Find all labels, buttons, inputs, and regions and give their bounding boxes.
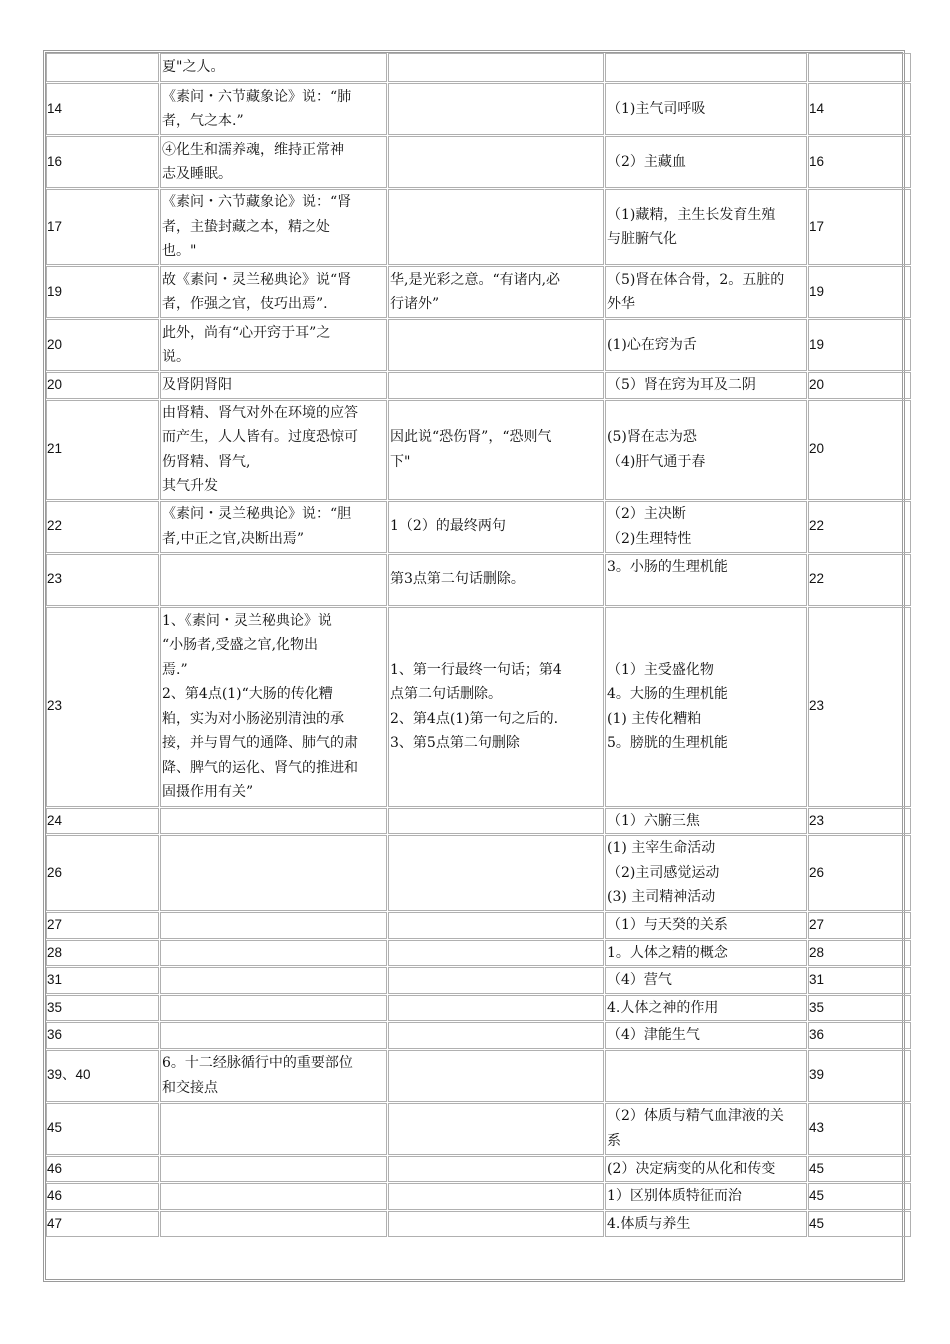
original-text-cell [160,189,387,265]
page-number-cell: 22 [46,501,159,553]
cell-line: （2)主司感觉运动 [607,864,720,881]
section-heading-cell [605,808,807,835]
cell-line: （1)藏精，主生长发育生殖 [607,206,776,223]
cell-line: 3、第5点第二句删除 [390,735,520,751]
original-text-cell [160,53,387,82]
table-row [46,940,911,967]
new-page-number-cell: 19 [808,266,911,318]
section-heading-cell [605,1022,807,1049]
table-row [46,372,911,399]
section-heading-cell [605,83,807,135]
cell-line: 和交接点 [162,1079,218,1096]
table-row [46,189,911,265]
original-text-cell [160,501,387,553]
revision-note-cell [388,266,604,318]
page-number-cell: 20 [46,319,159,371]
original-text-cell [160,1022,387,1049]
cell-line: 1）区别体质特征而治 [607,1188,742,1204]
page-number-cell: 27 [46,912,159,939]
original-text-cell [160,995,387,1022]
new-page-number-cell: 27 [808,912,911,939]
cell-line: （2）主藏血 [607,153,686,170]
cell-line: 《素问・六节藏象论》说：“肾 [162,194,352,211]
page-number-cell: 46 [46,1156,159,1183]
original-text-cell [160,400,387,500]
cell-line: 者，气之本.” [162,113,244,129]
page-number-cell: 14 [46,83,159,135]
original-text-cell [160,1211,387,1238]
cell-line: 粕，实为对小肠泌别清浊的承 [162,710,344,727]
original-text-cell [160,1156,387,1183]
cell-line: （5）肾在窍为耳及二阴 [607,377,756,393]
page-number-cell: 45 [46,1103,159,1155]
page-number-cell: 19 [46,266,159,318]
cell-line: 而产生，人人皆有。过度恐惊可 [162,429,358,445]
cell-line: (5)肾在志为恐 [607,429,697,445]
cell-line: （1）与天癸的关系 [607,917,728,933]
table-row [46,1211,911,1238]
new-page-number-cell: 23 [808,607,911,807]
original-text-cell [160,940,387,967]
section-heading-cell [605,400,807,500]
table-row [46,607,911,807]
new-page-number-cell: 45 [808,1183,911,1210]
revision-note-cell [388,835,604,911]
section-heading-cell [605,319,807,371]
page-number-cell: 46 [46,1183,159,1210]
cell-line: 者，作强之官，伎巧出焉”. [162,296,328,312]
cell-line: （2）主决断 [607,506,686,522]
new-page-number-cell: 43 [808,1103,911,1155]
page-number-cell: 23 [46,554,159,606]
cell-line: （1）六腑三焦 [607,812,700,829]
revision-note-cell [388,1050,604,1102]
cell-line: 焉.” [162,661,188,678]
cell-line: （4)肝气通于春 [607,453,706,470]
page-number-cell: 35 [46,995,159,1022]
revision-note-cell [388,1022,604,1049]
new-page-number-cell: 28 [808,940,911,967]
revision-note-cell [388,940,604,967]
original-text-cell [160,83,387,135]
cell-line: 者，主蛰封藏之本，精之处 [162,218,330,235]
section-heading-cell [605,995,807,1022]
cell-line: 2、第4点(1)“大肠的传化糟 [162,686,333,702]
cell-line: 《素问・六节藏象论》说：“肺 [162,88,352,105]
cell-line: 1（2）的最终两句 [390,518,506,535]
page-number-cell: 36 [46,1022,159,1049]
cell-line: 1、第一行最终一句话；第4 [390,661,562,678]
section-heading-cell [605,136,807,188]
original-text-cell [160,1103,387,1155]
table-row [46,912,911,939]
table-row [46,1103,911,1155]
new-page-number-cell: 22 [808,554,911,606]
new-page-number-cell: 35 [808,995,911,1022]
revision-note-cell [388,189,604,265]
new-page-number-cell: 45 [808,1211,911,1238]
section-heading-cell [605,372,807,399]
cell-line: 志及睡眠。 [162,166,232,182]
cell-line: 下" [390,453,411,470]
cell-line: 华,是光彩之意。“有诸内,必 [390,271,561,288]
revision-note-cell [388,967,604,994]
cell-line: 4.体质与养生 [607,1215,691,1232]
revision-note-cell [388,1156,604,1183]
new-page-number-cell: 22 [808,501,911,553]
original-text-cell [160,607,387,807]
section-heading-cell [605,53,807,82]
cell-line: 点第二句话删除。 [390,686,502,702]
cell-line: （1)主气司呼吸 [607,100,706,117]
revision-note-cell [388,372,604,399]
cell-line: (1)心在窍为舌 [607,336,697,353]
cell-line: 第3点第二句话删除。 [390,571,525,588]
page-number-cell: 23 [46,607,159,807]
revision-note-cell [388,554,604,606]
section-heading-cell [605,1156,807,1183]
new-page-number-cell: 20 [808,372,911,399]
new-page-number-cell: 45 [808,1156,911,1183]
original-text-cell [160,835,387,911]
cell-line: 2、第4点(1)第一句之后的. [390,710,559,727]
section-heading-cell [605,607,807,807]
page-number-cell: 31 [46,967,159,994]
cell-line: 也。" [162,243,197,260]
cell-line: （4）津能生气 [607,1027,700,1043]
cell-line: 者,中正之官,决断出焉” [162,530,305,547]
original-text-cell [160,967,387,994]
new-page-number-cell: 20 [808,400,911,500]
section-heading-cell [605,189,807,265]
original-text-cell [160,372,387,399]
original-text-cell [160,1183,387,1210]
cell-line: (2）决定病变的从化和传变 [607,1160,776,1177]
page-number-cell: 47 [46,1211,159,1238]
cell-line: （2)生理特性 [607,530,692,547]
table-row [46,136,911,188]
section-heading-cell [605,1211,807,1238]
cell-line: 5。膀胱的生理机能 [607,735,728,751]
section-heading-cell [605,912,807,939]
cell-line: 4.人体之神的作用 [607,999,719,1016]
original-text-cell [160,136,387,188]
section-heading-cell [605,1103,807,1155]
new-page-number-cell: 23 [808,808,911,835]
cell-line: “小肠者,受盛之官,化物出 [162,637,319,653]
revision-note-cell [388,319,604,371]
cell-line: 此外，尚有“心开窍于耳”之 [162,324,331,341]
revision-note-cell [388,136,604,188]
original-text-cell [160,912,387,939]
cell-line: 6。十二经脉循行中的重要部位 [162,1055,353,1071]
revision-note-cell [388,808,604,835]
cell-line: 降、脾气的运化、肾气的推进和 [162,759,358,776]
new-page-number-cell: 31 [808,967,911,994]
original-text-cell [160,554,387,606]
new-page-number-cell: 39 [808,1050,911,1102]
table-row [46,967,911,994]
section-heading-cell [605,967,807,994]
cell-line: 由肾精、肾气对外在环境的应答 [162,404,358,421]
cell-line: 及肾阴肾阳 [162,377,232,393]
errata-table [45,52,912,1238]
cell-line: 伤肾精、肾气, [162,453,251,470]
cell-line: (1) 主宰生命活动 [607,840,716,857]
cell-line: 行诸外” [390,296,440,312]
revision-note-cell [388,912,604,939]
cell-line: 固摄作用有关” [162,784,254,800]
cell-line: 外华 [607,296,635,312]
new-page-number-cell: 19 [808,319,911,371]
errata-table-body [46,53,911,1237]
cell-line: 其气升发 [162,478,218,494]
revision-note-cell [388,400,604,500]
page-number-cell: 26 [46,835,159,911]
original-text-cell [160,1050,387,1102]
cell-line: 《素问・灵兰秘典论》说：“胆 [162,506,352,522]
cell-line: 夏"之人。 [162,59,225,76]
page-number-cell: 16 [46,136,159,188]
original-text-cell [160,319,387,371]
original-text-cell [160,808,387,835]
cell-line: （2）体质与精气血津液的关 [607,1108,784,1124]
table-row [46,1183,911,1210]
new-page-number-cell: 17 [808,189,911,265]
table-row [46,83,911,135]
section-heading-cell [605,940,807,967]
table-row [46,501,911,553]
page-number-cell [46,53,159,82]
page-number-cell: 24 [46,808,159,835]
cell-line: 接，并与胃气的通降、肺气的肃 [162,735,358,751]
cell-line: 系 [607,1132,621,1149]
new-page-number-cell: 14 [808,83,911,135]
cell-line: 说。 [162,349,190,365]
new-page-number-cell [808,53,911,82]
cell-line: (3) 主司精神活动 [607,889,716,906]
new-page-number-cell: 16 [808,136,911,188]
table-row [46,808,911,835]
new-page-number-cell: 36 [808,1022,911,1049]
section-heading-cell [605,1050,807,1102]
cell-line: 3。小肠的生理机能 [607,559,728,575]
cell-line: (1) 主传化糟粕 [607,710,702,727]
table-row [46,1022,911,1049]
table-row [46,53,911,82]
section-heading-cell [605,554,807,606]
table-row [46,554,911,606]
revision-note-cell [388,1211,604,1238]
cell-line [607,580,805,605]
table-row [46,1050,911,1102]
table-row [46,266,911,318]
section-heading-cell [605,266,807,318]
cell-line: ④化生和濡养魂，维持正常神 [162,141,344,158]
revision-note-cell [388,1183,604,1210]
cell-line: （5)肾在体合骨，2。五脏的 [607,271,785,288]
revision-note-cell [388,83,604,135]
revision-note-cell [388,53,604,82]
cell-line: 与脏腑气化 [607,231,677,247]
cell-line: 4。大肠的生理机能 [607,686,728,702]
revision-note-cell [388,501,604,553]
cell-line: 1、《素问・灵兰秘典论》说 [162,612,332,629]
table-row [46,319,911,371]
page-number-cell: 20 [46,372,159,399]
cell-line: （4）营气 [607,972,672,988]
cell-line: 故《素问・灵兰秘典论》说“肾 [162,271,352,288]
revision-note-cell [388,607,604,807]
section-heading-cell [605,1183,807,1210]
table-row [46,1156,911,1183]
page-number-cell: 21 [46,400,159,500]
cell-line: （1）主受盛化物 [607,661,714,678]
revision-note-cell [388,995,604,1022]
page-number-cell: 17 [46,189,159,265]
new-page-number-cell: 26 [808,835,911,911]
section-heading-cell [605,835,807,911]
revision-note-cell [388,1103,604,1155]
section-heading-cell [605,501,807,553]
cell-line: 1。人体之精的概念 [607,944,728,961]
table-row [46,835,911,911]
page-number-cell: 28 [46,940,159,967]
original-text-cell [160,266,387,318]
table-row [46,400,911,500]
cell-line: 因此说“恐伤肾”，“恐则气 [390,429,552,445]
table-row [46,995,911,1022]
page-number-cell: 39、40 [46,1050,159,1102]
